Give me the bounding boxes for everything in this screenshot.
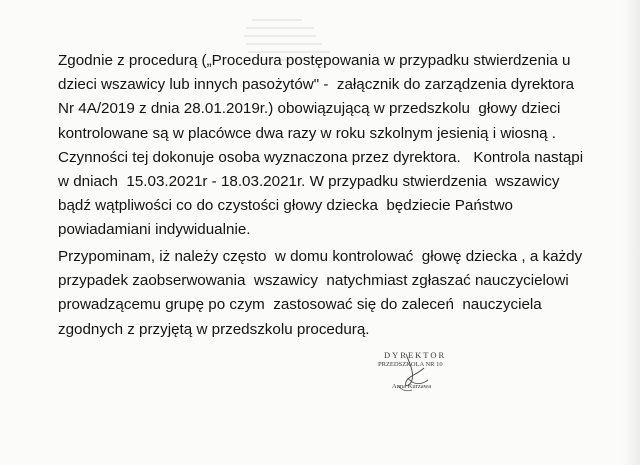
stamp-name: Anna Kurzawa: [392, 383, 432, 390]
paragraph-line: Nr 4A/2019 z dnia 28.01.2019r.) obowiązującą w przedszkolu głowy dzieci: [58, 100, 561, 118]
paragraph-line: prowadzącemu grupę po czym zastosować się do zaleceń nauczyciela: [58, 296, 542, 314]
stamp-institution: PRZEDSZKOLA NR 10: [378, 361, 443, 368]
paragraph-line: kontrolowane są w placówce dwa razy w roku szkolnym jesienią i wiosną .: [58, 124, 557, 142]
paragraph-line: bądź wątpliwości co do czystości głowy dziecka będziecie Państwo: [58, 197, 513, 215]
stamp-title: DYREKTOR: [384, 350, 447, 360]
paragraph-line: w dniach 15.03.2021r - 18.03.2021r. W przypadku stwierdzenia wszawicy: [58, 173, 560, 191]
paragraph-line: powiadamiani indywidualnie.: [58, 221, 251, 239]
scan-edge-shadow: [622, 0, 640, 465]
paragraph-line: Czynności tej dokonuje osoba wyznaczona przez dyrektora. Kontrola nastąpi: [58, 148, 584, 166]
paragraph-line: zgodnych z przyjętą w przedszkolu procedurą.: [58, 320, 370, 338]
paragraph-line: Zgodnie z procedurą („Procedura postępowania w przypadku stwierdzenia u: [58, 52, 571, 69]
director-signature-stamp: [368, 350, 478, 400]
paragraph-reminder: [58, 245, 618, 342]
paragraph-line: dzieci wszawicy lub innych pasożytów" - załącznik do zarządzenia dyrektora: [58, 76, 575, 94]
paragraph-line: przypadek zaobserwowania wszawicy natychmiast zgłaszać nauczycielowi: [58, 272, 569, 290]
paragraph-line: Przypominam, iż należy często w domu kontrolować głowę dziecka , a każdy: [58, 248, 583, 265]
paragraph-procedure: [58, 49, 618, 243]
